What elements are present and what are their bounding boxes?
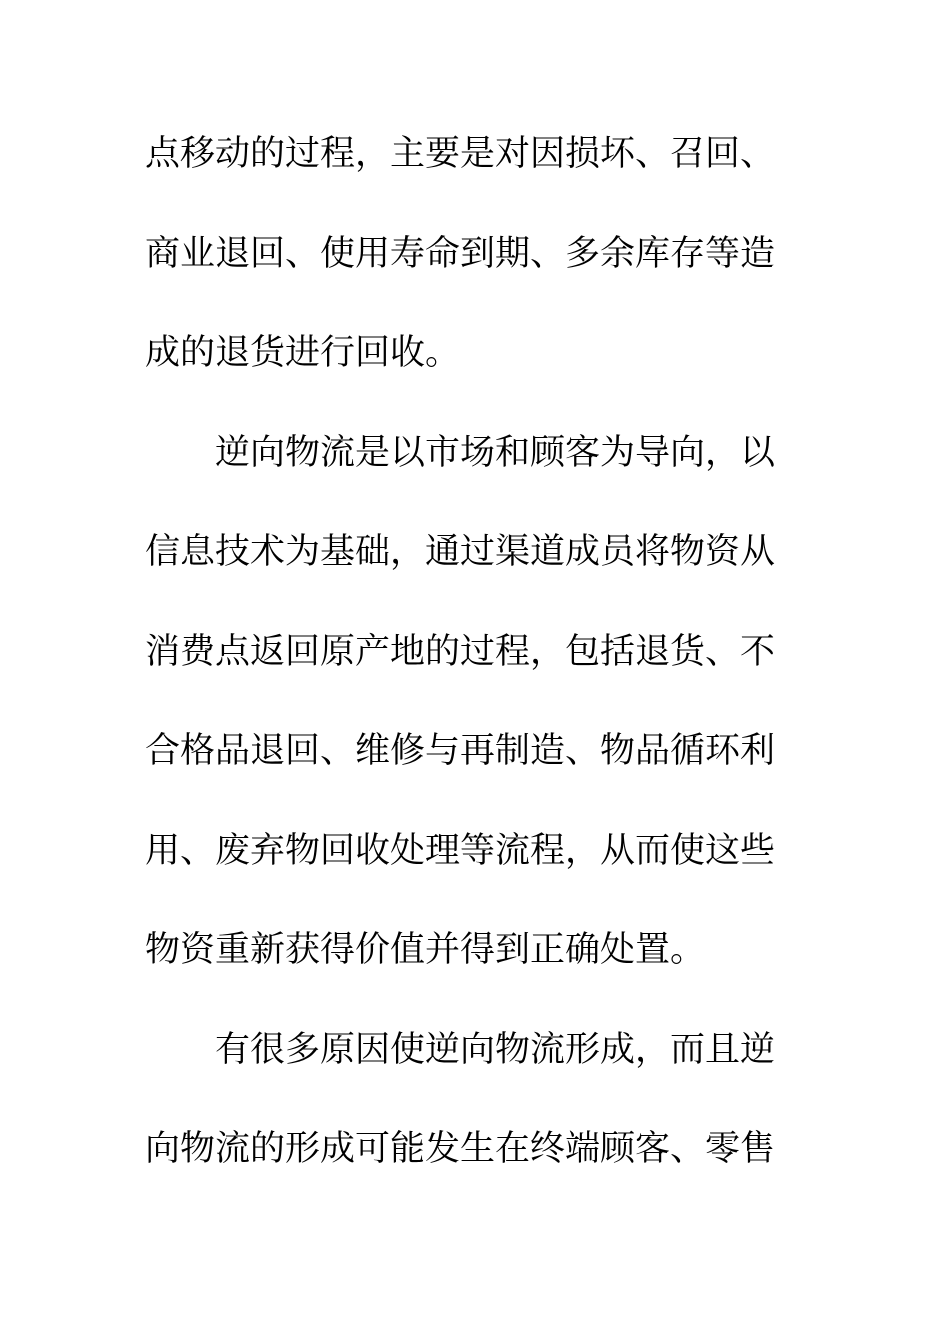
paragraph-1-line-3: 成的退货进行回收。 bbox=[145, 333, 461, 373]
paragraph-2-line-3: 消费点返回原产地的过程，包括退货、不 bbox=[145, 632, 776, 672]
paragraph-2-line-4: 合格品退回、维修与再制造、物品循环利 bbox=[145, 731, 776, 771]
paragraph-3-line-2: 向物流的形成可能发生在终端顾客、零售 bbox=[145, 1129, 776, 1169]
paragraph-2-line-6: 物资重新获得价值并得到正确处置。 bbox=[145, 930, 706, 970]
paragraph-2-line-5: 用、废弃物回收处理等流程，从而使这些 bbox=[145, 831, 776, 871]
paragraph-3-line-1: 有很多原因使逆向物流形成，而且逆 bbox=[215, 1030, 776, 1070]
paragraph-1-line-2: 商业退回、使用寿命到期、多余库存等造 bbox=[145, 234, 776, 274]
paragraph-2-line-2: 信息技术为基础，通过渠道成员将物资从 bbox=[145, 532, 776, 572]
paragraph-2-line-1: 逆向物流是以市场和顾客为导向，以 bbox=[215, 433, 776, 473]
paragraph-1-line-1: 点移动的过程，主要是对因损坏、召回、 bbox=[145, 134, 776, 174]
